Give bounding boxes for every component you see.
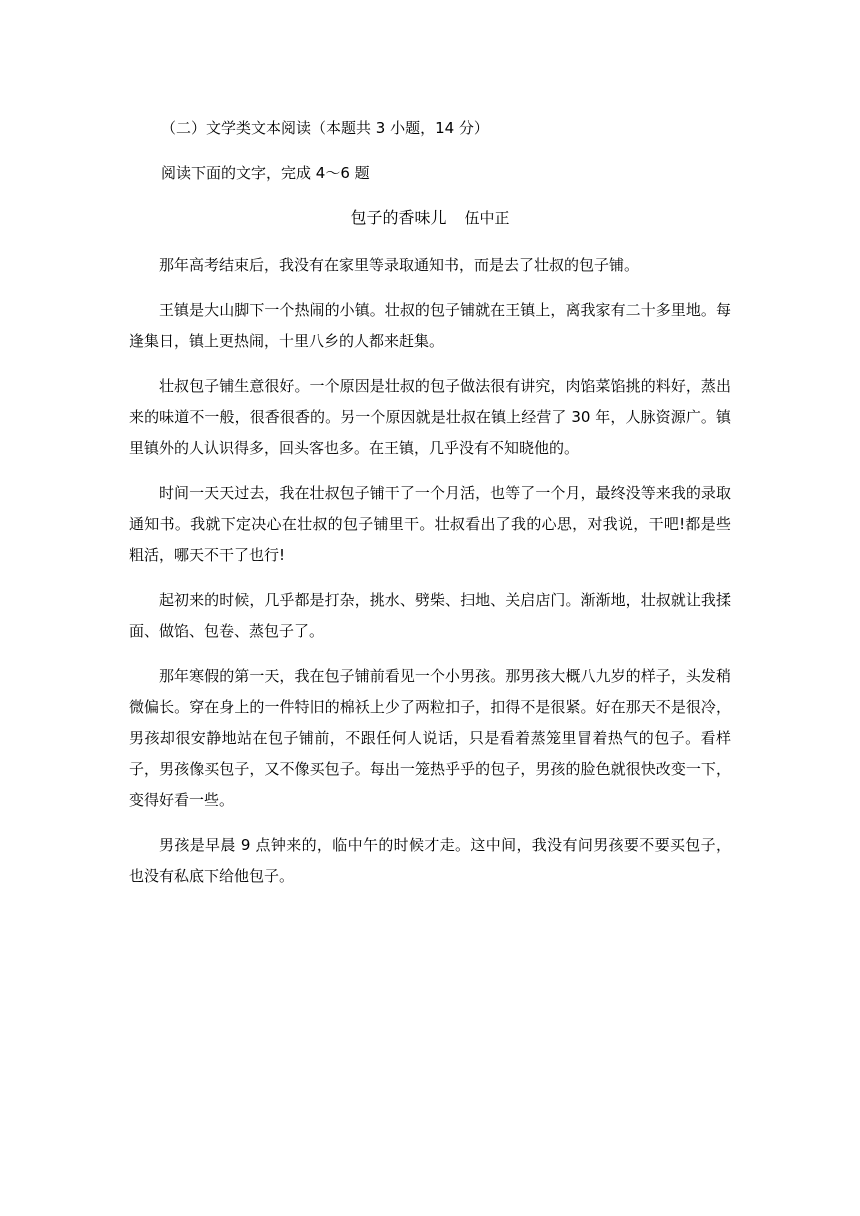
story-body [129,250,731,906]
story-title-row [0,206,860,230]
section-heading: （二）文学类文本阅读（本题共 3 小题，14 分） [161,119,489,137]
paragraph: 男孩是早晨 9 点钟来的，临中午的时候才走。这中间，我没有问男孩要不要买包子，也没有私底下给他包子。 [129,836,731,885]
paragraph: 时间一天天过去，我在壮叔包子铺干了一个月活，也等了一个月，最终没等来我的录取通知书。我就下定决心在壮叔的包子铺里干。壮叔看出了我的心思，对我说，干吧!都是些粗活，哪天不干了也行! [129,484,731,564]
paragraph: 那年寒假的第一天，我在包子铺前看见一个小男孩。那男孩大概八九岁的样子，头发稍微偏长。穿在身上的一件特旧的棉袄上少了两粒扣子，扣得不是很紧。好在那天不是很冷，男孩却很安静地站在包子铺前，不跟任何人说话，只是看着蒸笼里冒着热气的包子。看样子，男孩像买包子，又不像买包子。每出一笼热乎乎的包子，男孩的脸色就很快改变一下，变得好看一些。 [129,667,731,809]
story-title: 包子的香味儿 [350,208,447,227]
reading-instruction: 阅读下面的文字，完成 4～6 题 [161,164,370,182]
paragraph: 王镇是大山脚下一个热闹的小镇。壮叔的包子铺就在王镇上，离我家有二十多里地。每逢集日，镇上更热闹，十里八乡的人都来赶集。 [129,301,731,350]
paragraph: 那年高考结束后，我没有在家里等录取通知书，而是去了壮叔的包子铺。 [159,256,640,274]
paragraph: 壮叔包子铺生意很好。一个原因是壮叔的包子做法很有讲究，肉馅菜馅挑的料好，蒸出来的味道不一般，很香很香的。另一个原因就是壮叔在镇上经营了 30 年，人脉资源广。镇里镇外的人认识得多，回头客也多。在王镇，几乎没有不知晓他的。 [129,377,731,457]
story-author: 伍中正 [464,209,510,227]
paragraph: 起初来的时候，几乎都是打杂，挑水、劈柴、扫地、关启店门。渐渐地，壮叔就让我揉面、做馅、包卷、蒸包子了。 [129,591,731,640]
